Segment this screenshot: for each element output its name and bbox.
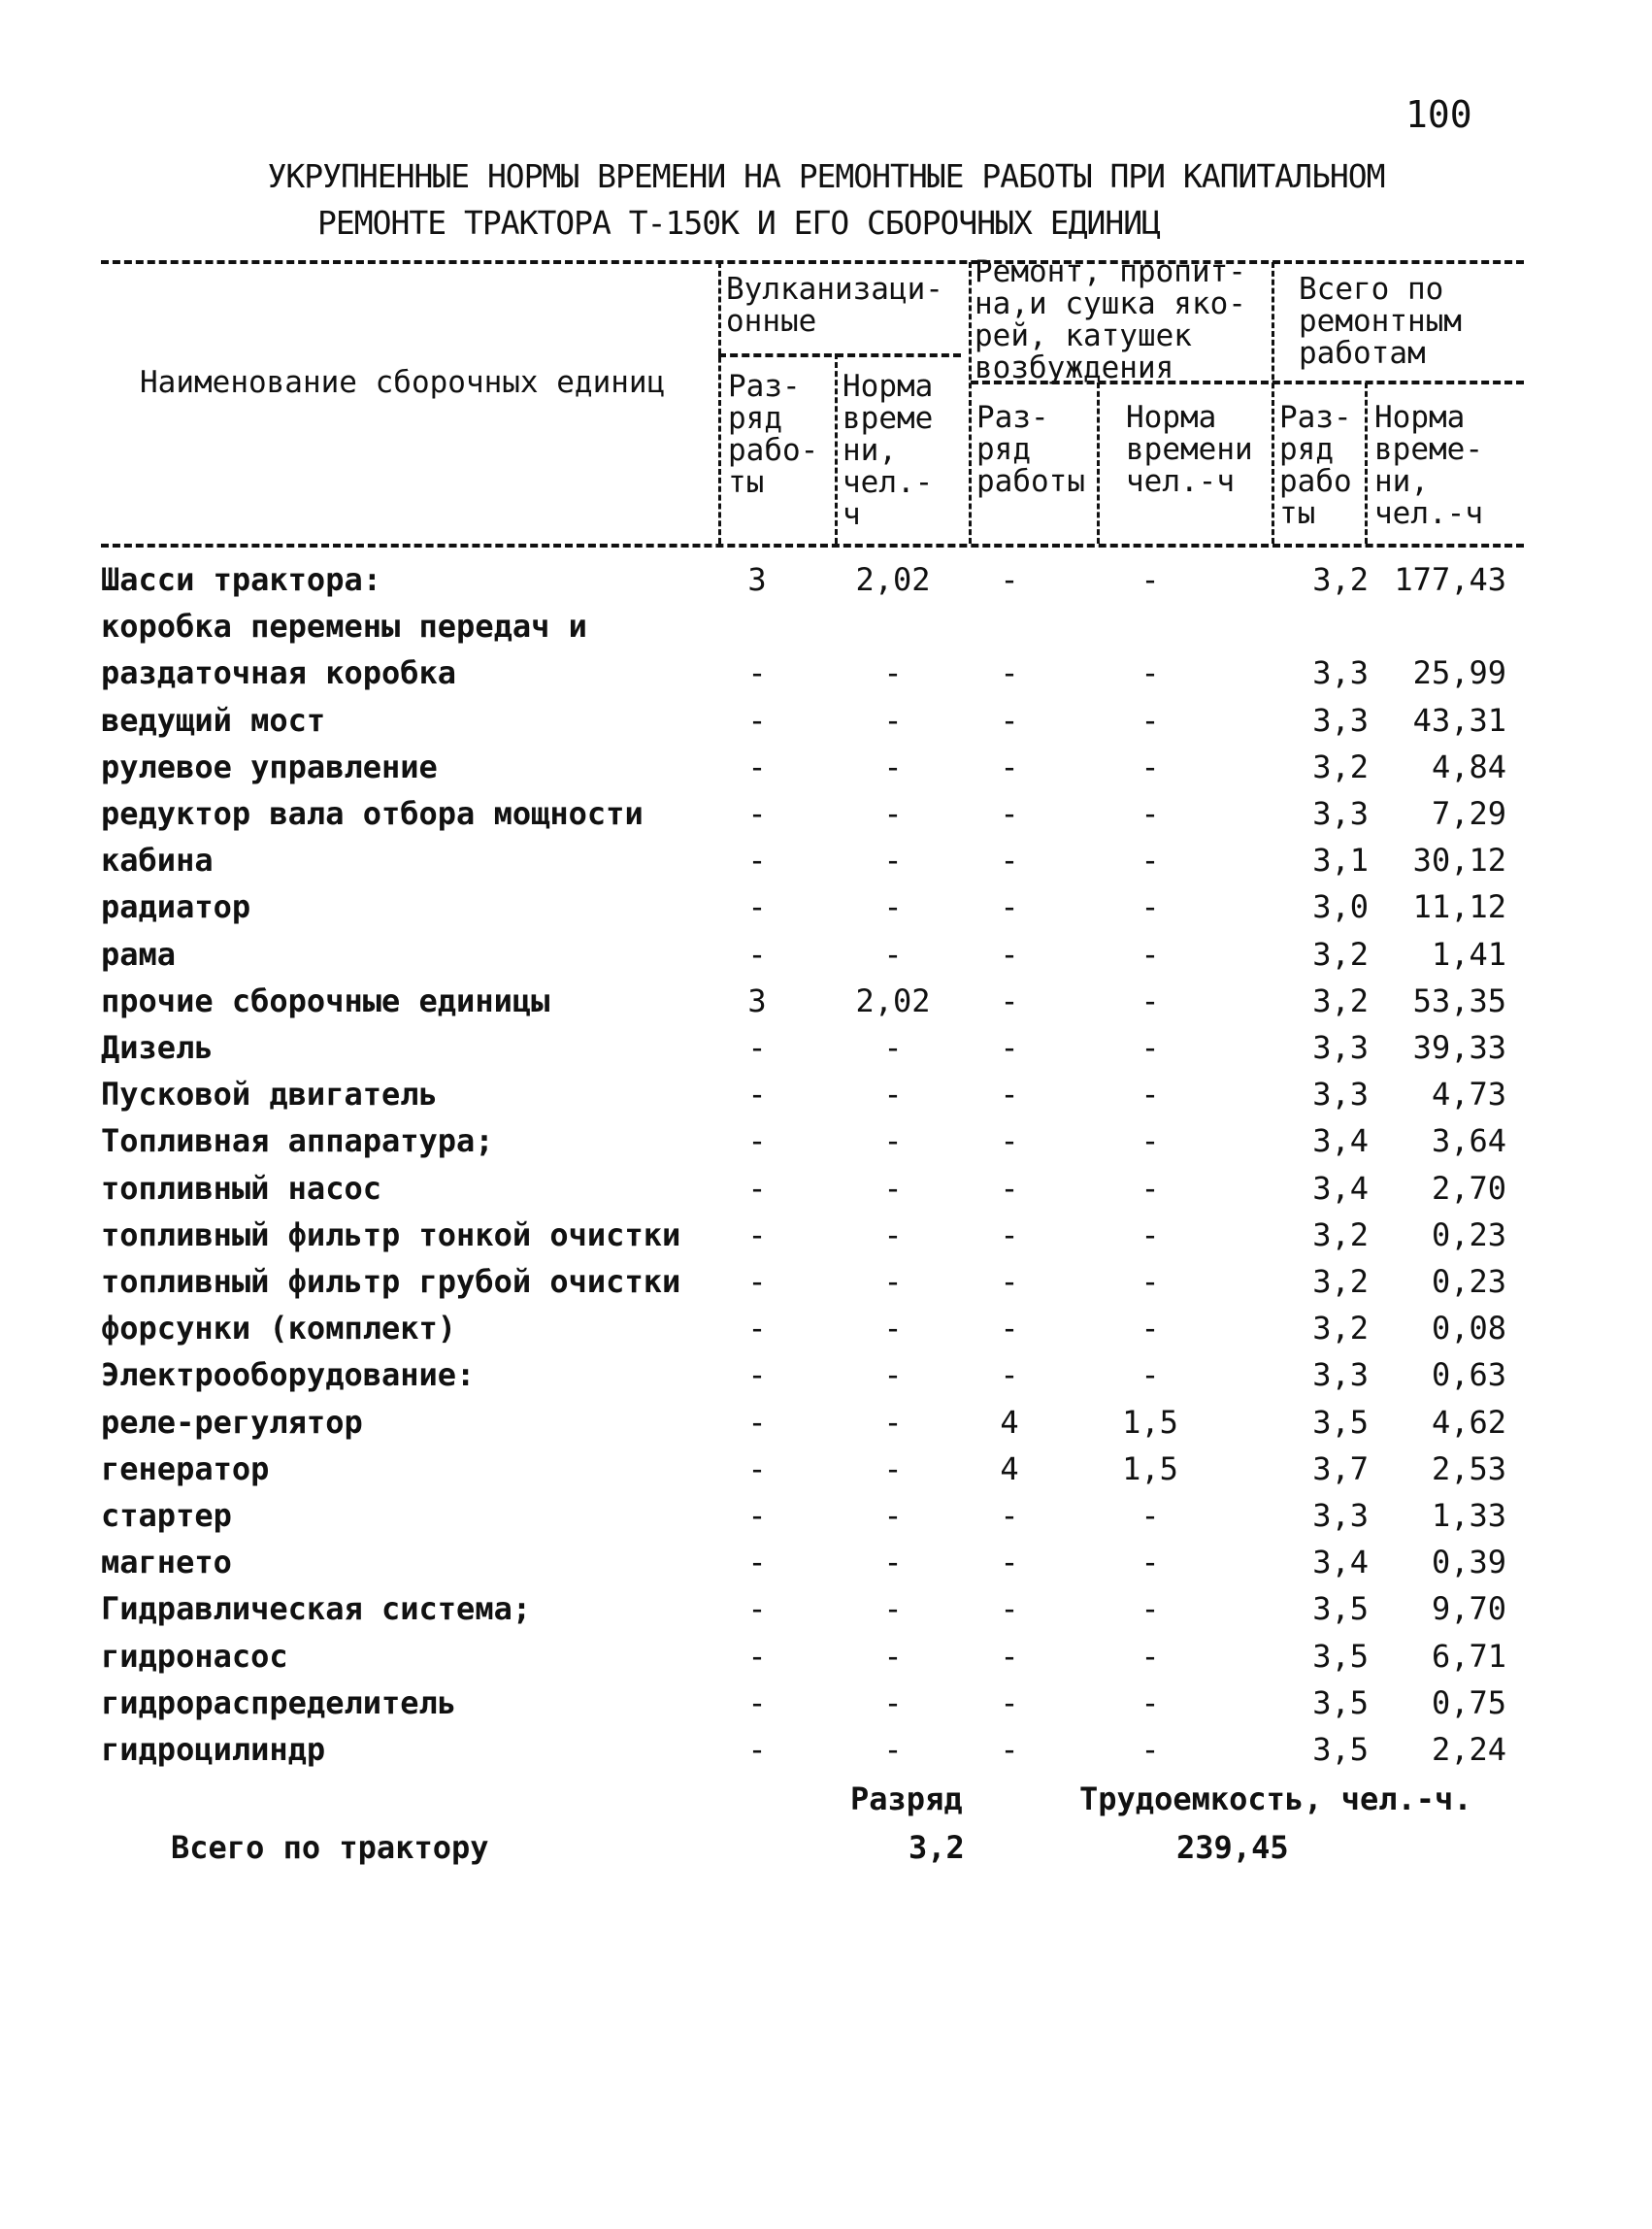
table-row bbox=[0, 888, 1652, 935]
total-rank: 3,7 bbox=[1312, 1449, 1369, 1487]
repair-time: - bbox=[1140, 1731, 1160, 1768]
repair-time: - bbox=[1140, 1263, 1160, 1300]
repair-time: - bbox=[1140, 561, 1160, 598]
repair-rank: - bbox=[1000, 888, 1019, 926]
header-group-total: Всего по ремонтным работам bbox=[1299, 272, 1462, 371]
repair-rank: - bbox=[1000, 981, 1019, 1019]
repair-time: - bbox=[1140, 1356, 1160, 1394]
total-rank: 3,5 bbox=[1312, 1731, 1369, 1768]
header-total-time: Норма време- ни, чел.-ч bbox=[1374, 400, 1483, 531]
total-rank: 3,3 bbox=[1312, 1076, 1369, 1114]
table-row bbox=[0, 1216, 1652, 1263]
total-rank: 3,5 bbox=[1312, 1637, 1369, 1675]
table-row bbox=[0, 936, 1652, 982]
table-row bbox=[0, 1590, 1652, 1637]
repair-rank: - bbox=[1000, 935, 1019, 973]
repair-rank: 4 bbox=[1000, 1403, 1019, 1441]
header-bottom-rule bbox=[101, 544, 1524, 548]
header-repair-time: Норма времени чел.-ч bbox=[1126, 400, 1253, 499]
title-line-2: РЕМОНТЕ ТРАКТОРА Т-150К И ЕГО СБОРОЧНЫХ ЕДИНИЦ bbox=[317, 204, 1160, 242]
total-rank: 3,2 bbox=[1312, 1263, 1369, 1300]
vulc-time: - bbox=[883, 654, 903, 692]
header-repair-rank: Раз- ряд работы bbox=[976, 400, 1085, 499]
repair-time: 1,5 bbox=[1122, 1449, 1178, 1487]
row-name: кабина bbox=[101, 842, 214, 880]
vulc-rank: - bbox=[747, 748, 767, 785]
vulc-rank: - bbox=[747, 701, 767, 739]
repair-rank: - bbox=[1000, 1544, 1019, 1581]
row-name: магнето bbox=[101, 1544, 232, 1581]
vulc-time: - bbox=[883, 1169, 903, 1207]
row-name: рулевое управление bbox=[101, 748, 438, 785]
header-vulc-rank: Раз- ряд рабо- ты bbox=[728, 369, 819, 500]
summary-labor-value: 239,45 bbox=[1176, 1829, 1289, 1866]
vulc-rank: - bbox=[747, 1122, 767, 1160]
vulc-rank: - bbox=[747, 1403, 767, 1441]
table-row bbox=[0, 1684, 1652, 1731]
repair-rank: - bbox=[1000, 1356, 1019, 1394]
total-rank: 3,2 bbox=[1312, 1215, 1369, 1253]
repair-rank: - bbox=[1000, 842, 1019, 880]
vulc-time: - bbox=[883, 1029, 903, 1066]
repair-rank: - bbox=[1000, 654, 1019, 692]
repair-time: - bbox=[1140, 842, 1160, 880]
vulc-time: - bbox=[883, 1310, 903, 1347]
row-name: топливный фильтр тонкой очистки bbox=[101, 1215, 681, 1253]
vulc-time: - bbox=[883, 1356, 903, 1394]
vulc-time: - bbox=[883, 1403, 903, 1441]
table-row bbox=[0, 1310, 1652, 1356]
vulc-time: - bbox=[883, 1590, 903, 1628]
vulc-rank: - bbox=[747, 1731, 767, 1768]
table-row bbox=[0, 1450, 1652, 1497]
table-row bbox=[0, 1263, 1652, 1310]
vulc-time: - bbox=[883, 1544, 903, 1581]
vulc-rank: - bbox=[747, 842, 767, 880]
total-time: 30,12 bbox=[1412, 842, 1506, 880]
table-row bbox=[0, 654, 1652, 701]
summary-rank-value: 3,2 bbox=[909, 1829, 965, 1866]
table-row bbox=[0, 842, 1652, 888]
total-time: 4,73 bbox=[1431, 1076, 1506, 1114]
row-name: рама bbox=[101, 935, 177, 973]
vulc-time: - bbox=[883, 1263, 903, 1300]
row-name: Топливная аппаратура; bbox=[101, 1122, 494, 1160]
row-name: Дизель bbox=[101, 1029, 214, 1066]
repair-time: 1,5 bbox=[1122, 1403, 1178, 1441]
header-group-repair: Ремонт, пропит- на,и сушка яко- рей, катушек возбуждения bbox=[975, 254, 1246, 385]
repair-rank: - bbox=[1000, 1122, 1019, 1160]
repair-rank: - bbox=[1000, 561, 1019, 598]
repair-rank: - bbox=[1000, 795, 1019, 832]
row-name: коробка перемены передач и bbox=[101, 608, 587, 646]
row-name: стартер bbox=[101, 1497, 232, 1534]
vulc-rank: - bbox=[747, 935, 767, 973]
repair-time: - bbox=[1140, 981, 1160, 1019]
total-rank: 3,3 bbox=[1312, 1029, 1369, 1066]
row-name: гидроцилиндр bbox=[101, 1731, 326, 1768]
repair-rank: 4 bbox=[1000, 1449, 1019, 1487]
repair-time: - bbox=[1140, 1544, 1160, 1581]
vulc-time: - bbox=[883, 1122, 903, 1160]
repair-rank: - bbox=[1000, 1215, 1019, 1253]
row-name: топливный фильтр грубой очистки bbox=[101, 1263, 681, 1300]
row-name: гидронасос bbox=[101, 1637, 288, 1675]
vulc-time: 2,02 bbox=[855, 561, 931, 598]
col-divider-4 bbox=[1097, 383, 1100, 544]
total-rank: 3,3 bbox=[1312, 795, 1369, 832]
total-rank: 3,5 bbox=[1312, 1403, 1369, 1441]
group1-rule bbox=[718, 353, 961, 357]
total-rank: 3,5 bbox=[1312, 1683, 1369, 1721]
header-name: Наименование сборочных единиц bbox=[140, 365, 666, 400]
table-row bbox=[0, 561, 1652, 608]
row-name: ведущий мост bbox=[101, 701, 326, 739]
total-time: 2,53 bbox=[1431, 1449, 1506, 1487]
table-row bbox=[0, 1356, 1652, 1403]
total-time: 25,99 bbox=[1412, 654, 1506, 692]
repair-time: - bbox=[1140, 888, 1160, 926]
vulc-time: - bbox=[883, 1731, 903, 1768]
table-row bbox=[0, 1544, 1652, 1590]
vulc-time: - bbox=[883, 701, 903, 739]
vulc-time: - bbox=[883, 842, 903, 880]
col-divider-5 bbox=[1272, 262, 1274, 544]
row-name: генератор bbox=[101, 1449, 270, 1487]
repair-time: - bbox=[1140, 1215, 1160, 1253]
total-rank: 3,3 bbox=[1312, 654, 1369, 692]
vulc-rank: - bbox=[747, 1544, 767, 1581]
vulc-time: 2,02 bbox=[855, 981, 931, 1019]
vulc-rank: - bbox=[747, 654, 767, 692]
total-time: 1,41 bbox=[1431, 935, 1506, 973]
repair-rank: - bbox=[1000, 1731, 1019, 1768]
repair-time: - bbox=[1140, 1076, 1160, 1114]
total-rank: 3,2 bbox=[1312, 981, 1369, 1019]
header-total-rank: Раз- ряд рабо ты bbox=[1279, 400, 1352, 531]
table-row bbox=[0, 1497, 1652, 1544]
row-name: Гидравлическая система; bbox=[101, 1590, 532, 1628]
row-name: форсунки (комплект) bbox=[101, 1310, 457, 1347]
repair-time: - bbox=[1140, 1683, 1160, 1721]
table-row bbox=[0, 1122, 1652, 1169]
repair-rank: - bbox=[1000, 1683, 1019, 1721]
total-rank: 3,1 bbox=[1312, 842, 1369, 880]
vulc-rank: - bbox=[747, 1076, 767, 1114]
col-divider-3 bbox=[969, 262, 972, 544]
vulc-time: - bbox=[883, 888, 903, 926]
repair-time: - bbox=[1140, 1169, 1160, 1207]
vulc-rank: - bbox=[747, 1683, 767, 1721]
total-time: 4,62 bbox=[1431, 1403, 1506, 1441]
total-time: 6,71 bbox=[1431, 1637, 1506, 1675]
total-time: 11,12 bbox=[1412, 888, 1506, 926]
table-row bbox=[0, 1170, 1652, 1216]
row-name: редуктор вала отбора мощности bbox=[101, 795, 644, 832]
total-rank: 3,3 bbox=[1312, 1497, 1369, 1534]
header-group-vulcanization: Вулканизаци- онные bbox=[726, 272, 943, 339]
row-name: раздаточная коробка bbox=[101, 654, 457, 692]
repair-rank: - bbox=[1000, 1637, 1019, 1675]
summary-rank-label: Разряд bbox=[850, 1780, 963, 1817]
total-rank: 3,4 bbox=[1312, 1169, 1369, 1207]
col-divider-1 bbox=[718, 262, 721, 544]
repair-rank: - bbox=[1000, 701, 1019, 739]
vulc-rank: - bbox=[747, 795, 767, 832]
repair-time: - bbox=[1140, 654, 1160, 692]
total-rank: 3,0 bbox=[1312, 888, 1369, 926]
repair-time: - bbox=[1140, 1029, 1160, 1066]
vulc-time: - bbox=[883, 748, 903, 785]
vulc-rank: - bbox=[747, 1215, 767, 1253]
total-time: 3,64 bbox=[1431, 1122, 1506, 1160]
table-row bbox=[0, 1076, 1652, 1122]
total-time: 2,70 bbox=[1431, 1169, 1506, 1207]
total-time: 4,84 bbox=[1431, 748, 1506, 785]
table-row bbox=[0, 608, 1652, 654]
total-time: 177,43 bbox=[1394, 561, 1506, 598]
table-row bbox=[0, 702, 1652, 749]
header-vulc-time: Норма време ни, чел.- ч bbox=[843, 369, 934, 532]
total-time: 43,31 bbox=[1412, 701, 1506, 739]
row-name: гидрораспределитель bbox=[101, 1683, 457, 1721]
repair-rank: - bbox=[1000, 1497, 1019, 1534]
row-name: топливный насос bbox=[101, 1169, 381, 1207]
repair-time: - bbox=[1140, 1310, 1160, 1347]
total-time: 0,08 bbox=[1431, 1310, 1506, 1347]
total-time: 7,29 bbox=[1431, 795, 1506, 832]
total-time: 0,23 bbox=[1431, 1215, 1506, 1253]
row-name: Шасси трактора: bbox=[101, 561, 381, 598]
repair-rank: - bbox=[1000, 748, 1019, 785]
vulc-time: - bbox=[883, 1637, 903, 1675]
vulc-rank: 3 bbox=[747, 561, 767, 598]
repair-time: - bbox=[1140, 935, 1160, 973]
vulc-time: - bbox=[883, 1449, 903, 1487]
total-rank: 3,2 bbox=[1312, 748, 1369, 785]
total-time: 9,70 bbox=[1431, 1590, 1506, 1628]
total-rank: 3,2 bbox=[1312, 1310, 1369, 1347]
total-rank: 3,5 bbox=[1312, 1590, 1369, 1628]
vulc-time: - bbox=[883, 1497, 903, 1534]
row-name: Электрооборудование: bbox=[101, 1356, 476, 1394]
repair-rank: - bbox=[1000, 1076, 1019, 1114]
total-rank: 3,2 bbox=[1312, 935, 1369, 973]
table-row bbox=[0, 795, 1652, 842]
row-name: радиатор bbox=[101, 888, 251, 926]
total-time: 1,33 bbox=[1431, 1497, 1506, 1534]
table-row bbox=[0, 982, 1652, 1029]
summary-labor-label: Трудоемкость, чел.-ч. bbox=[1079, 1780, 1472, 1817]
vulc-rank: - bbox=[747, 1590, 767, 1628]
table-row bbox=[0, 1404, 1652, 1450]
col-divider-6 bbox=[1365, 383, 1368, 544]
header-top-rule bbox=[101, 260, 1524, 264]
vulc-rank: - bbox=[747, 1263, 767, 1300]
total-time: 2,24 bbox=[1431, 1731, 1506, 1768]
repair-rank: - bbox=[1000, 1169, 1019, 1207]
total-time: 39,33 bbox=[1412, 1029, 1506, 1066]
vulc-rank: - bbox=[747, 888, 767, 926]
page-number: 100 bbox=[1405, 93, 1472, 136]
repair-rank: - bbox=[1000, 1263, 1019, 1300]
col-divider-2 bbox=[835, 353, 838, 544]
vulc-rank: - bbox=[747, 1356, 767, 1394]
repair-rank: - bbox=[1000, 1590, 1019, 1628]
total-rank: 3,4 bbox=[1312, 1122, 1369, 1160]
table-row bbox=[0, 1731, 1652, 1778]
vulc-rank: 3 bbox=[747, 981, 767, 1019]
title-line-1: УКРУПНЕННЫЕ НОРМЫ ВРЕМЕНИ НА РЕМОНТНЫЕ РАБОТЫ ПРИ КАПИТАЛЬНОМ bbox=[267, 157, 1385, 195]
repair-time: - bbox=[1140, 748, 1160, 785]
vulc-rank: - bbox=[747, 1029, 767, 1066]
vulc-time: - bbox=[883, 795, 903, 832]
table-row bbox=[0, 1638, 1652, 1684]
repair-time: - bbox=[1140, 1590, 1160, 1628]
total-time: 0,39 bbox=[1431, 1544, 1506, 1581]
repair-rank: - bbox=[1000, 1310, 1019, 1347]
vulc-rank: - bbox=[747, 1637, 767, 1675]
total-time: 0,63 bbox=[1431, 1356, 1506, 1394]
vulc-time: - bbox=[883, 1215, 903, 1253]
table-row bbox=[0, 749, 1652, 795]
total-rank: 3,4 bbox=[1312, 1544, 1369, 1581]
total-rank: 3,3 bbox=[1312, 1356, 1369, 1394]
row-name: Пусковой двигатель bbox=[101, 1076, 438, 1114]
vulc-time: - bbox=[883, 1683, 903, 1721]
total-time: 0,23 bbox=[1431, 1263, 1506, 1300]
row-name: прочие сборочные единицы bbox=[101, 981, 550, 1019]
vulc-rank: - bbox=[747, 1497, 767, 1534]
repair-rank: - bbox=[1000, 1029, 1019, 1066]
repair-time: - bbox=[1140, 701, 1160, 739]
repair-time: - bbox=[1140, 1122, 1160, 1160]
total-rank: 3,2 bbox=[1312, 561, 1369, 598]
repair-time: - bbox=[1140, 1497, 1160, 1534]
total-time: 0,75 bbox=[1431, 1683, 1506, 1721]
repair-time: - bbox=[1140, 795, 1160, 832]
vulc-time: - bbox=[883, 1076, 903, 1114]
vulc-rank: - bbox=[747, 1449, 767, 1487]
row-name: реле-регулятор bbox=[101, 1403, 363, 1441]
summary-label: Всего по трактору bbox=[171, 1829, 489, 1866]
total-time: 53,35 bbox=[1412, 981, 1506, 1019]
total-rank: 3,3 bbox=[1312, 701, 1369, 739]
vulc-rank: - bbox=[747, 1310, 767, 1347]
repair-time: - bbox=[1140, 1637, 1160, 1675]
table-row bbox=[0, 1029, 1652, 1076]
vulc-time: - bbox=[883, 935, 903, 973]
vulc-rank: - bbox=[747, 1169, 767, 1207]
